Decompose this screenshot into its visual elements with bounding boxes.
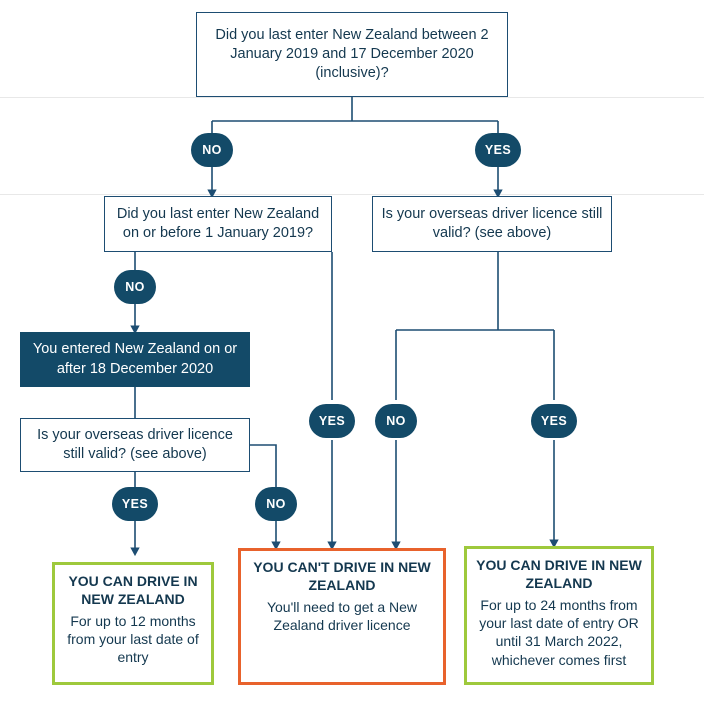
outcome-can-drive-12-months-sub: For up to 12 months from your last date of entry [67, 613, 199, 666]
node-question-licence-valid-left-label: Is your overseas driver licence still valid? (see above) [37, 426, 233, 462]
pill-right-no-label: NO [386, 414, 406, 428]
outcome-can-drive-24-months [464, 546, 654, 685]
outcome-can-drive-24-months-sub: For up to 24 months from your last date of entry OR until 31 March 2022, whichever comes first [479, 597, 639, 668]
pill-before-2019-no-label: NO [125, 280, 145, 294]
pill-left-valid-no [255, 487, 297, 521]
outcome-cannot-drive-title: YOU CAN'T DRIVE IN NEW ZEALAND [253, 559, 431, 593]
pill-right-yes-label: YES [540, 414, 568, 428]
pill-start-yes-label: YES [484, 143, 512, 157]
node-question-licence-valid-left [20, 418, 250, 472]
pill-mid-yes [309, 404, 355, 438]
pill-start-no-label: NO [202, 143, 222, 157]
pill-start-yes [475, 133, 521, 167]
node-question-licence-valid-right-label: Is your overseas driver licence still valid? (see above) [381, 205, 603, 241]
pill-right-no [375, 404, 417, 438]
pill-before-2019-no [114, 270, 156, 304]
pill-left-valid-yes-label: YES [121, 497, 149, 511]
node-question-before-2019 [104, 196, 332, 252]
pill-mid-yes-label: YES [318, 414, 346, 428]
pill-start-no [191, 133, 233, 167]
node-question-before-2019-label: Did you last enter New Zealand on or before 1 January 2019? [116, 205, 320, 241]
pill-left-valid-no-label: NO [266, 497, 286, 511]
outcome-can-drive-24-months-title: YOU CAN DRIVE IN NEW ZEALAND [476, 557, 642, 591]
pill-left-valid-yes [112, 487, 158, 521]
node-question-start [196, 12, 508, 97]
node-question-licence-valid-right [372, 196, 612, 252]
node-question-start-label: Did you last enter New Zealand between 2 January 2019 and 17 December 2020 (inclusive)? [215, 26, 489, 82]
outcome-cannot-drive-sub: You'll need to get a New Zealand driver licence [266, 599, 418, 634]
outcome-cannot-drive [238, 548, 446, 685]
page-divider-1 [0, 97, 704, 99]
node-statement-entered-after-label: You entered New Zealand on or after 18 December 2020 [32, 341, 238, 377]
pill-right-yes [531, 404, 577, 438]
outcome-can-drive-12-months [52, 562, 214, 685]
outcome-can-drive-12-months-title: YOU CAN DRIVE IN NEW ZEALAND [68, 573, 198, 607]
node-statement-entered-after [20, 332, 250, 387]
